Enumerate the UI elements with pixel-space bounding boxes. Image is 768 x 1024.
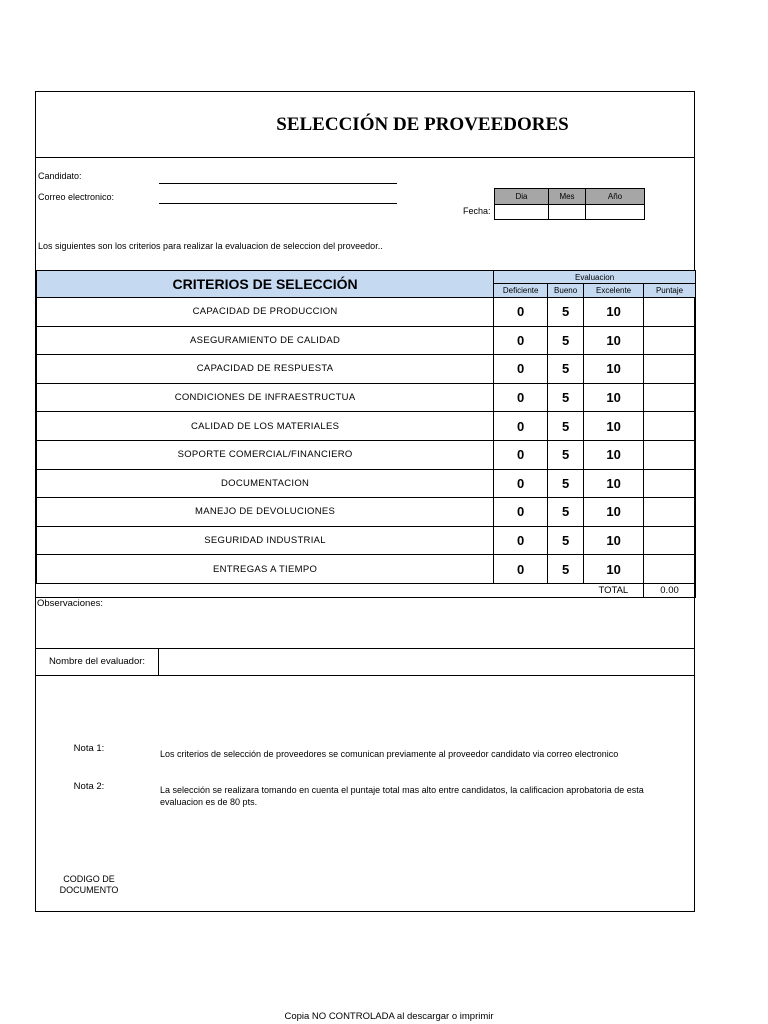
score-deficiente[interactable]: 0 [494, 526, 548, 555]
score-excelente[interactable]: 10 [584, 326, 644, 355]
score-puntaje[interactable] [644, 498, 696, 527]
criteria-table [36, 270, 696, 598]
table-row [37, 326, 696, 355]
observations-label: Observaciones: [37, 598, 104, 609]
score-deficiente[interactable]: 0 [494, 355, 548, 384]
score-puntaje[interactable] [644, 555, 696, 584]
score-deficiente[interactable]: 0 [494, 412, 548, 441]
document-code-label: CODIGO DE DOCUMENTO [59, 874, 119, 895]
year-header: Año [586, 189, 645, 205]
note-2-label: Nota 2: [73, 781, 105, 792]
score-deficiente[interactable]: 0 [494, 326, 548, 355]
criterion-name: ENTREGAS A TIEMPO [37, 555, 494, 584]
score-puntaje[interactable] [644, 355, 696, 384]
score-excelente[interactable]: 10 [584, 298, 644, 327]
score-bueno[interactable]: 5 [548, 526, 584, 555]
evaluator-label: Nombre del evaluador: [36, 649, 159, 675]
score-bueno[interactable]: 5 [548, 440, 584, 469]
score-excelente[interactable]: 10 [584, 555, 644, 584]
score-excelente[interactable]: 10 [584, 440, 644, 469]
col-puntaje: Puntaje [644, 284, 696, 298]
divider [36, 597, 694, 598]
table-row [37, 526, 696, 555]
score-deficiente[interactable]: 0 [494, 498, 548, 527]
intro-text: Los siguientes son los criterios para realizar la evaluacion de seleccion del proveedor.. [38, 241, 383, 251]
score-deficiente[interactable]: 0 [494, 298, 548, 327]
score-bueno[interactable]: 5 [548, 383, 584, 412]
email-label: Correo electronico: [38, 192, 115, 202]
score-bueno[interactable]: 5 [548, 298, 584, 327]
score-bueno[interactable]: 5 [548, 412, 584, 441]
score-bueno[interactable]: 5 [548, 326, 584, 355]
score-bueno[interactable]: 5 [548, 355, 584, 384]
criterion-name: CONDICIONES DE INFRAESTRUCTUA [37, 383, 494, 412]
criteria-title: CRITERIOS DE SELECCIÓN [37, 271, 494, 298]
criterion-name: MANEJO DE DEVOLUCIONES [37, 498, 494, 527]
score-bueno[interactable]: 5 [548, 498, 584, 527]
criterion-name: SOPORTE COMERCIAL/FINANCIERO [37, 440, 494, 469]
year-input[interactable] [586, 205, 645, 220]
criterion-name: SEGURIDAD INDUSTRIAL [37, 526, 494, 555]
note-1-label: Nota 1: [73, 743, 105, 754]
score-excelente[interactable]: 10 [584, 469, 644, 498]
criterion-name: DOCUMENTACION [37, 469, 494, 498]
month-header: Mes [549, 189, 586, 205]
table-row [37, 298, 696, 327]
form-frame [35, 91, 695, 912]
score-bueno[interactable]: 5 [548, 555, 584, 584]
total-label: TOTAL [584, 583, 644, 597]
score-bueno[interactable]: 5 [548, 469, 584, 498]
divider [36, 157, 694, 158]
date-label: Fecha: [463, 206, 491, 216]
score-deficiente[interactable]: 0 [494, 555, 548, 584]
table-row [37, 555, 696, 584]
score-excelente[interactable]: 10 [584, 526, 644, 555]
day-header: Dia [495, 189, 549, 205]
date-table [494, 188, 645, 220]
table-row [37, 498, 696, 527]
score-puntaje[interactable] [644, 326, 696, 355]
score-excelente[interactable]: 10 [584, 412, 644, 441]
table-row [37, 355, 696, 384]
criterion-name: CALIDAD DE LOS MATERIALES [37, 412, 494, 441]
footer-notice: Copia NO CONTROLADA al descargar o imprimir [284, 1011, 494, 1022]
score-puntaje[interactable] [644, 440, 696, 469]
criterion-name: ASEGURAMIENTO DE CALIDAD [37, 326, 494, 355]
score-puntaje[interactable] [644, 412, 696, 441]
col-excelente: Excelente [584, 284, 644, 298]
candidate-label: Candidato: [38, 171, 82, 181]
table-row [37, 412, 696, 441]
table-row [37, 383, 696, 412]
note-1-text: Los criterios de selección de proveedores se comunican previamente al proveedor candidato via correo electronico [160, 749, 619, 759]
criterion-name: CAPACIDAD DE RESPUESTA [37, 355, 494, 384]
candidate-field[interactable] [159, 183, 397, 184]
score-excelente[interactable]: 10 [584, 498, 644, 527]
score-puntaje[interactable] [644, 469, 696, 498]
divider [36, 675, 694, 676]
score-deficiente[interactable]: 0 [494, 440, 548, 469]
table-row [37, 440, 696, 469]
table-row [37, 469, 696, 498]
col-deficiente: Deficiente [494, 284, 548, 298]
score-puntaje[interactable] [644, 298, 696, 327]
evaluation-header: Evaluacion [494, 271, 696, 284]
note-2-text: La selección se realizara tomando en cuenta el puntaje total mas alto entre candidatos, la calificacion aprobatoria de esta evaluacion es de 80 pts. [160, 785, 644, 807]
evaluator-input[interactable] [160, 649, 694, 675]
email-field[interactable] [159, 203, 397, 204]
col-bueno: Bueno [548, 284, 584, 298]
score-deficiente[interactable]: 0 [494, 469, 548, 498]
total-value: 0.00 [644, 583, 696, 597]
score-excelente[interactable]: 10 [584, 355, 644, 384]
criterion-name: CAPACIDAD DE PRODUCCION [37, 298, 494, 327]
score-puntaje[interactable] [644, 383, 696, 412]
month-input[interactable] [549, 205, 586, 220]
score-puntaje[interactable] [644, 526, 696, 555]
day-input[interactable] [495, 205, 549, 220]
score-excelente[interactable]: 10 [584, 383, 644, 412]
form-title: SELECCIÓN DE PROVEEDORES [276, 114, 569, 135]
score-deficiente[interactable]: 0 [494, 383, 548, 412]
